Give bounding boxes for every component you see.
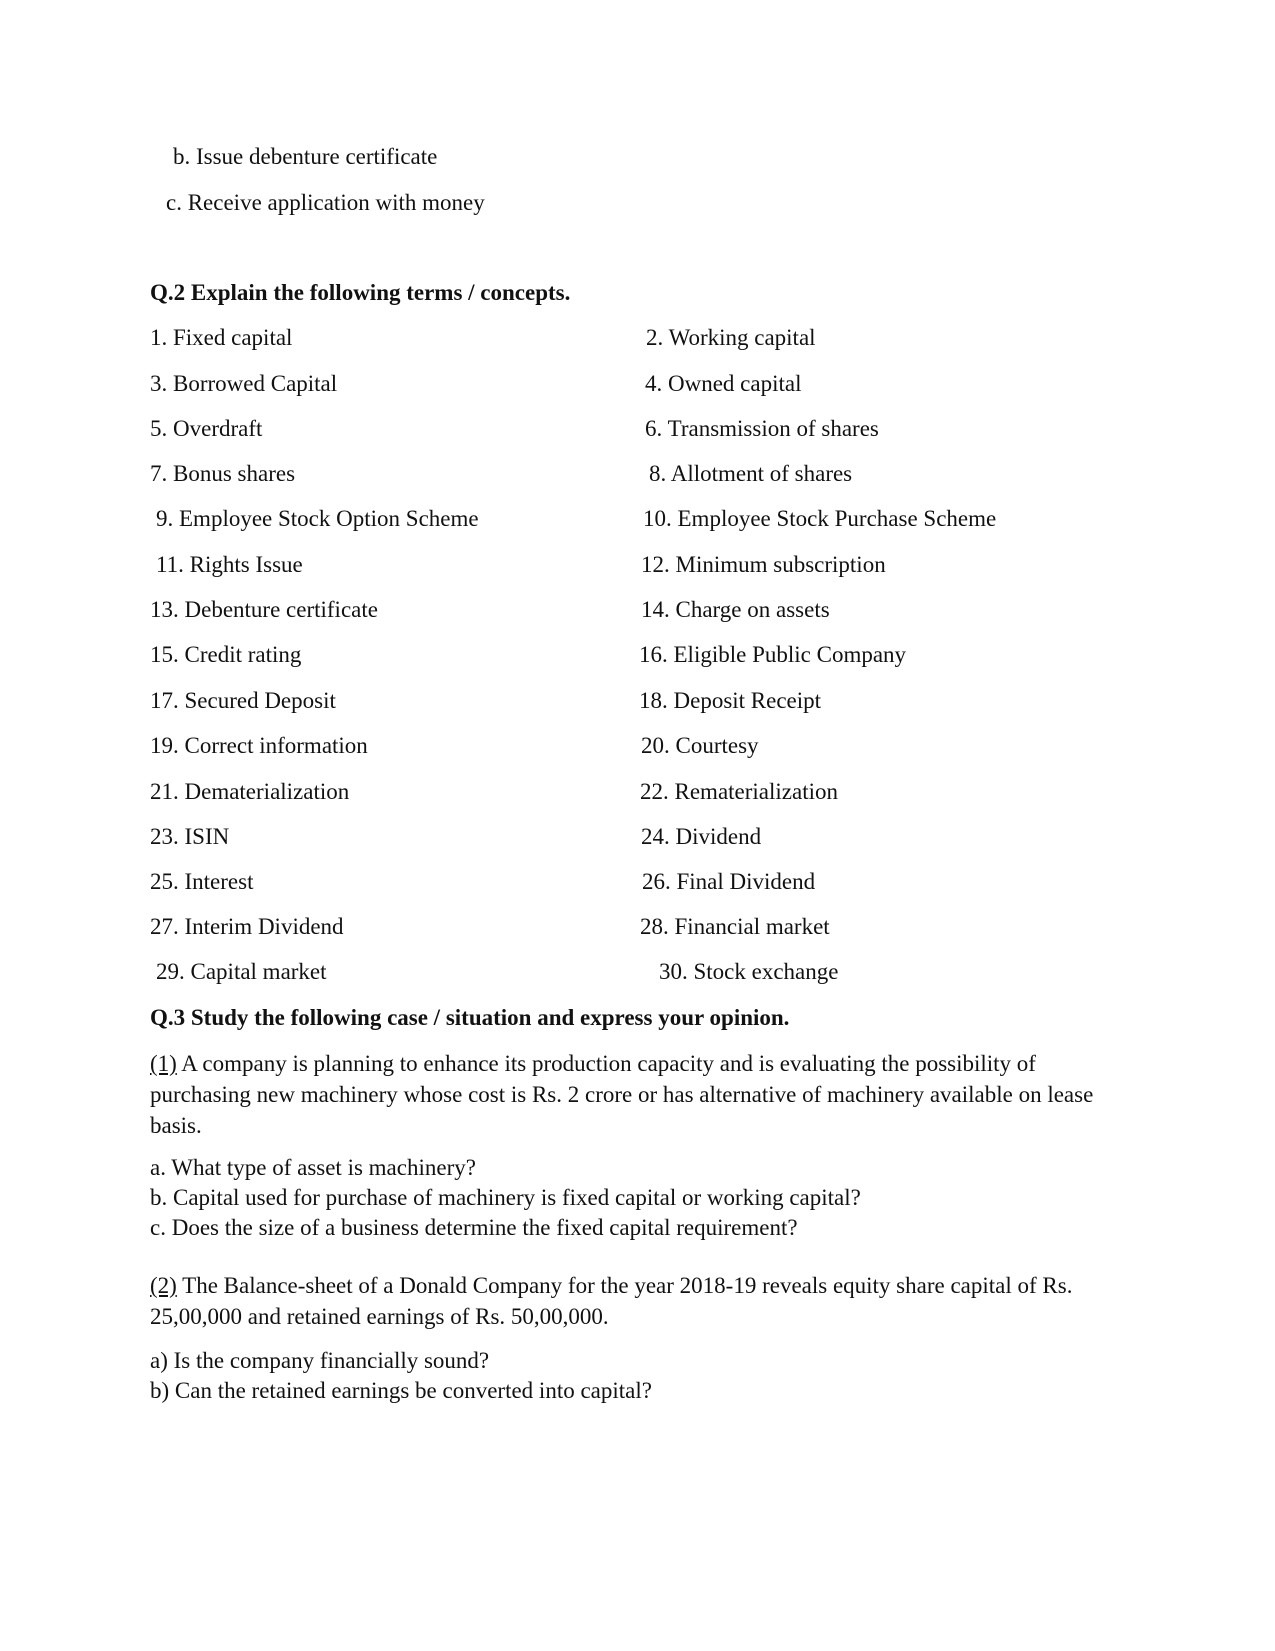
q2-term: 13. Debenture certificate bbox=[150, 597, 378, 622]
q2-term: 4. Owned capital bbox=[645, 371, 802, 396]
q2-term: 10. Employee Stock Purchase Scheme bbox=[643, 506, 997, 531]
q2-term: 20. Courtesy bbox=[641, 733, 759, 758]
case-2-text: The Balance-sheet of a Donald Company for the year 2018-19 reveals equity share capital of Rs. 25,00,000 and retained earnings of Rs. 50,00,000. bbox=[150, 1273, 1073, 1329]
case-1-question: c. Does the size of a business determine the fixed capital requirement? bbox=[150, 1215, 798, 1240]
case-2-question: b) Can the retained earnings be converted into capital? bbox=[150, 1378, 652, 1403]
q2-term: 11. Rights Issue bbox=[156, 552, 303, 577]
q2-term: 17. Secured Deposit bbox=[150, 688, 336, 713]
q2-term: 28. Financial market bbox=[640, 914, 830, 939]
q3-heading: Q.3 Study the following case / situation and express your opinion. bbox=[150, 1005, 790, 1030]
q2-term: 26. Final Dividend bbox=[642, 869, 816, 894]
q2-term: 12. Minimum subscription bbox=[641, 552, 886, 577]
q2-term: 19. Correct information bbox=[150, 733, 368, 758]
q2-term: 5. Overdraft bbox=[150, 416, 263, 441]
q2-term: 29. Capital market bbox=[156, 959, 327, 984]
q2-term: 18. Deposit Receipt bbox=[639, 688, 822, 713]
q2-term: 24. Dividend bbox=[641, 824, 762, 849]
q2-term: 30. Stock exchange bbox=[659, 959, 839, 984]
q1-option-c: c. Receive application with money bbox=[166, 190, 485, 215]
q3-case-1-paragraph bbox=[150, 1048, 1140, 1141]
q2-term: 2. Working capital bbox=[646, 325, 816, 350]
q2-term: 25. Interest bbox=[150, 869, 254, 894]
q2-term: 3. Borrowed Capital bbox=[150, 371, 338, 396]
q2-term: 15. Credit rating bbox=[150, 642, 302, 667]
case-1-number: (1) bbox=[150, 1051, 177, 1076]
q2-term: 1. Fixed capital bbox=[150, 325, 293, 350]
q2-term: 23. ISIN bbox=[150, 824, 230, 849]
case-1-question: b. Capital used for purchase of machinery is fixed capital or working capital? bbox=[150, 1185, 861, 1210]
q2-term: 16. Eligible Public Company bbox=[639, 642, 907, 667]
q2-term: 7. Bonus shares bbox=[150, 461, 296, 486]
q2-term: 21. Dematerialization bbox=[150, 779, 350, 804]
case-2-question: a) Is the company financially sound? bbox=[150, 1348, 490, 1373]
q2-term: 22. Rematerialization bbox=[640, 779, 838, 804]
q2-term: 27. Interim Dividend bbox=[150, 914, 344, 939]
q2-term: 14. Charge on assets bbox=[641, 597, 830, 622]
case-2-number: (2) bbox=[150, 1273, 177, 1298]
q3-case-2-paragraph bbox=[150, 1270, 1140, 1332]
case-1-text: A company is planning to enhance its production capacity and is evaluating the possibility of purchasing new machinery whose cost is Rs. 2 crore or has alternative of machinery available on lease basis. bbox=[150, 1051, 1094, 1138]
q2-term: 9. Employee Stock Option Scheme bbox=[156, 506, 479, 531]
case-1-question: a. What type of asset is machinery? bbox=[150, 1155, 476, 1180]
q2-term: 8. Allotment of shares bbox=[649, 461, 853, 486]
q2-heading: Q.2 Explain the following terms / concepts. bbox=[150, 280, 571, 305]
q2-term: 6. Transmission of shares bbox=[645, 416, 879, 441]
q1-option-b: b. Issue debenture certificate bbox=[173, 144, 438, 169]
